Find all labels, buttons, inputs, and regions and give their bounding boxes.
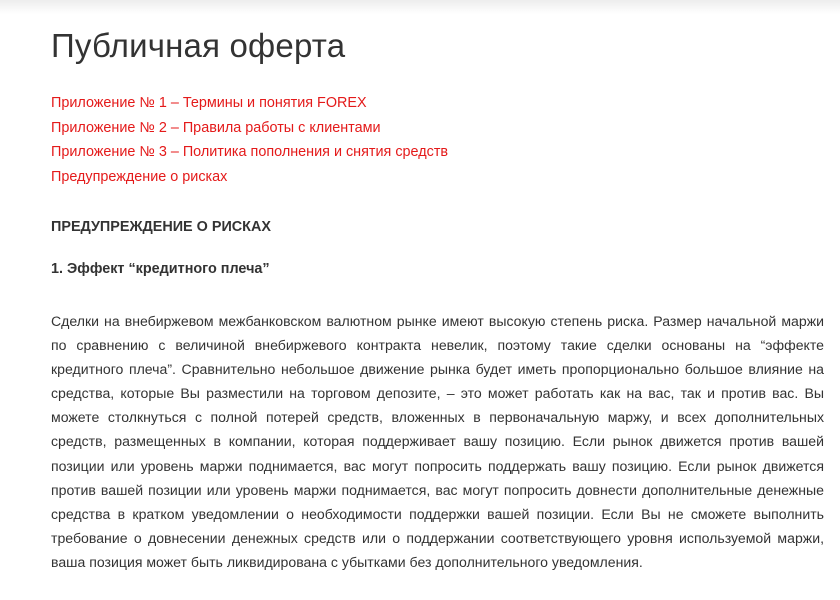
main-content — [51, 0, 824, 574]
page-title: Публичная оферта — [51, 27, 346, 64]
appendix-links — [51, 91, 824, 189]
link-appendix-1[interactable]: Приложение № 1 – Термины и понятия FOREX — [51, 95, 367, 111]
body-paragraph: Сделки на внебиржевом межбанковском валютном рынке имеют высокую степень риска. Размер начальной маржи по сравнению с величиной внебиржевого контракта невелик, поэтому такие сделки основаны на “эффекте кредитного плеча”. Сравнительно небольшое движение рынка будет иметь пропорционально большое влияние на средства, которые Вы разместили на торговом депозите, – это может работать как на вас, так и против вас. Вы можете столкнуться с полной потерей средств, вложенных в первоначальную маржу, и всех дополнительных средств, размещенных в компании, которая поддерживает вашу позицию. Если рынок движется против вашей позиции или уровень маржи поднимается, вас могут попросить поддержать вашу позицию. Если рынок движется против вашей позиции или уровень маржи поднимается, вас могут попросить довнести дополнительные денежные средства в кратком уведомлении о необходимости поддержки вашей позиции. Если Вы не сможете выполнить требование о довнесении денежных средств или о поддержании соответствующего уровня используемой маржи, ваша позиция может быть ликвидирована с убытками без дополнительного уведомления. — [51, 313, 824, 570]
link-appendix-3[interactable]: Приложение № 3 – Политика пополнения и снятия средств — [51, 144, 449, 160]
section-heading: ПРЕДУПРЕЖДЕНИЕ О РИСКАХ — [51, 219, 271, 235]
link-appendix-2[interactable]: Приложение № 2 – Правила работы с клиентами — [51, 119, 381, 136]
subsection-heading: 1. Эффект “кредитного плеча” — [51, 261, 270, 277]
link-risk-warning[interactable]: Предупреждение о рисках — [51, 168, 228, 185]
